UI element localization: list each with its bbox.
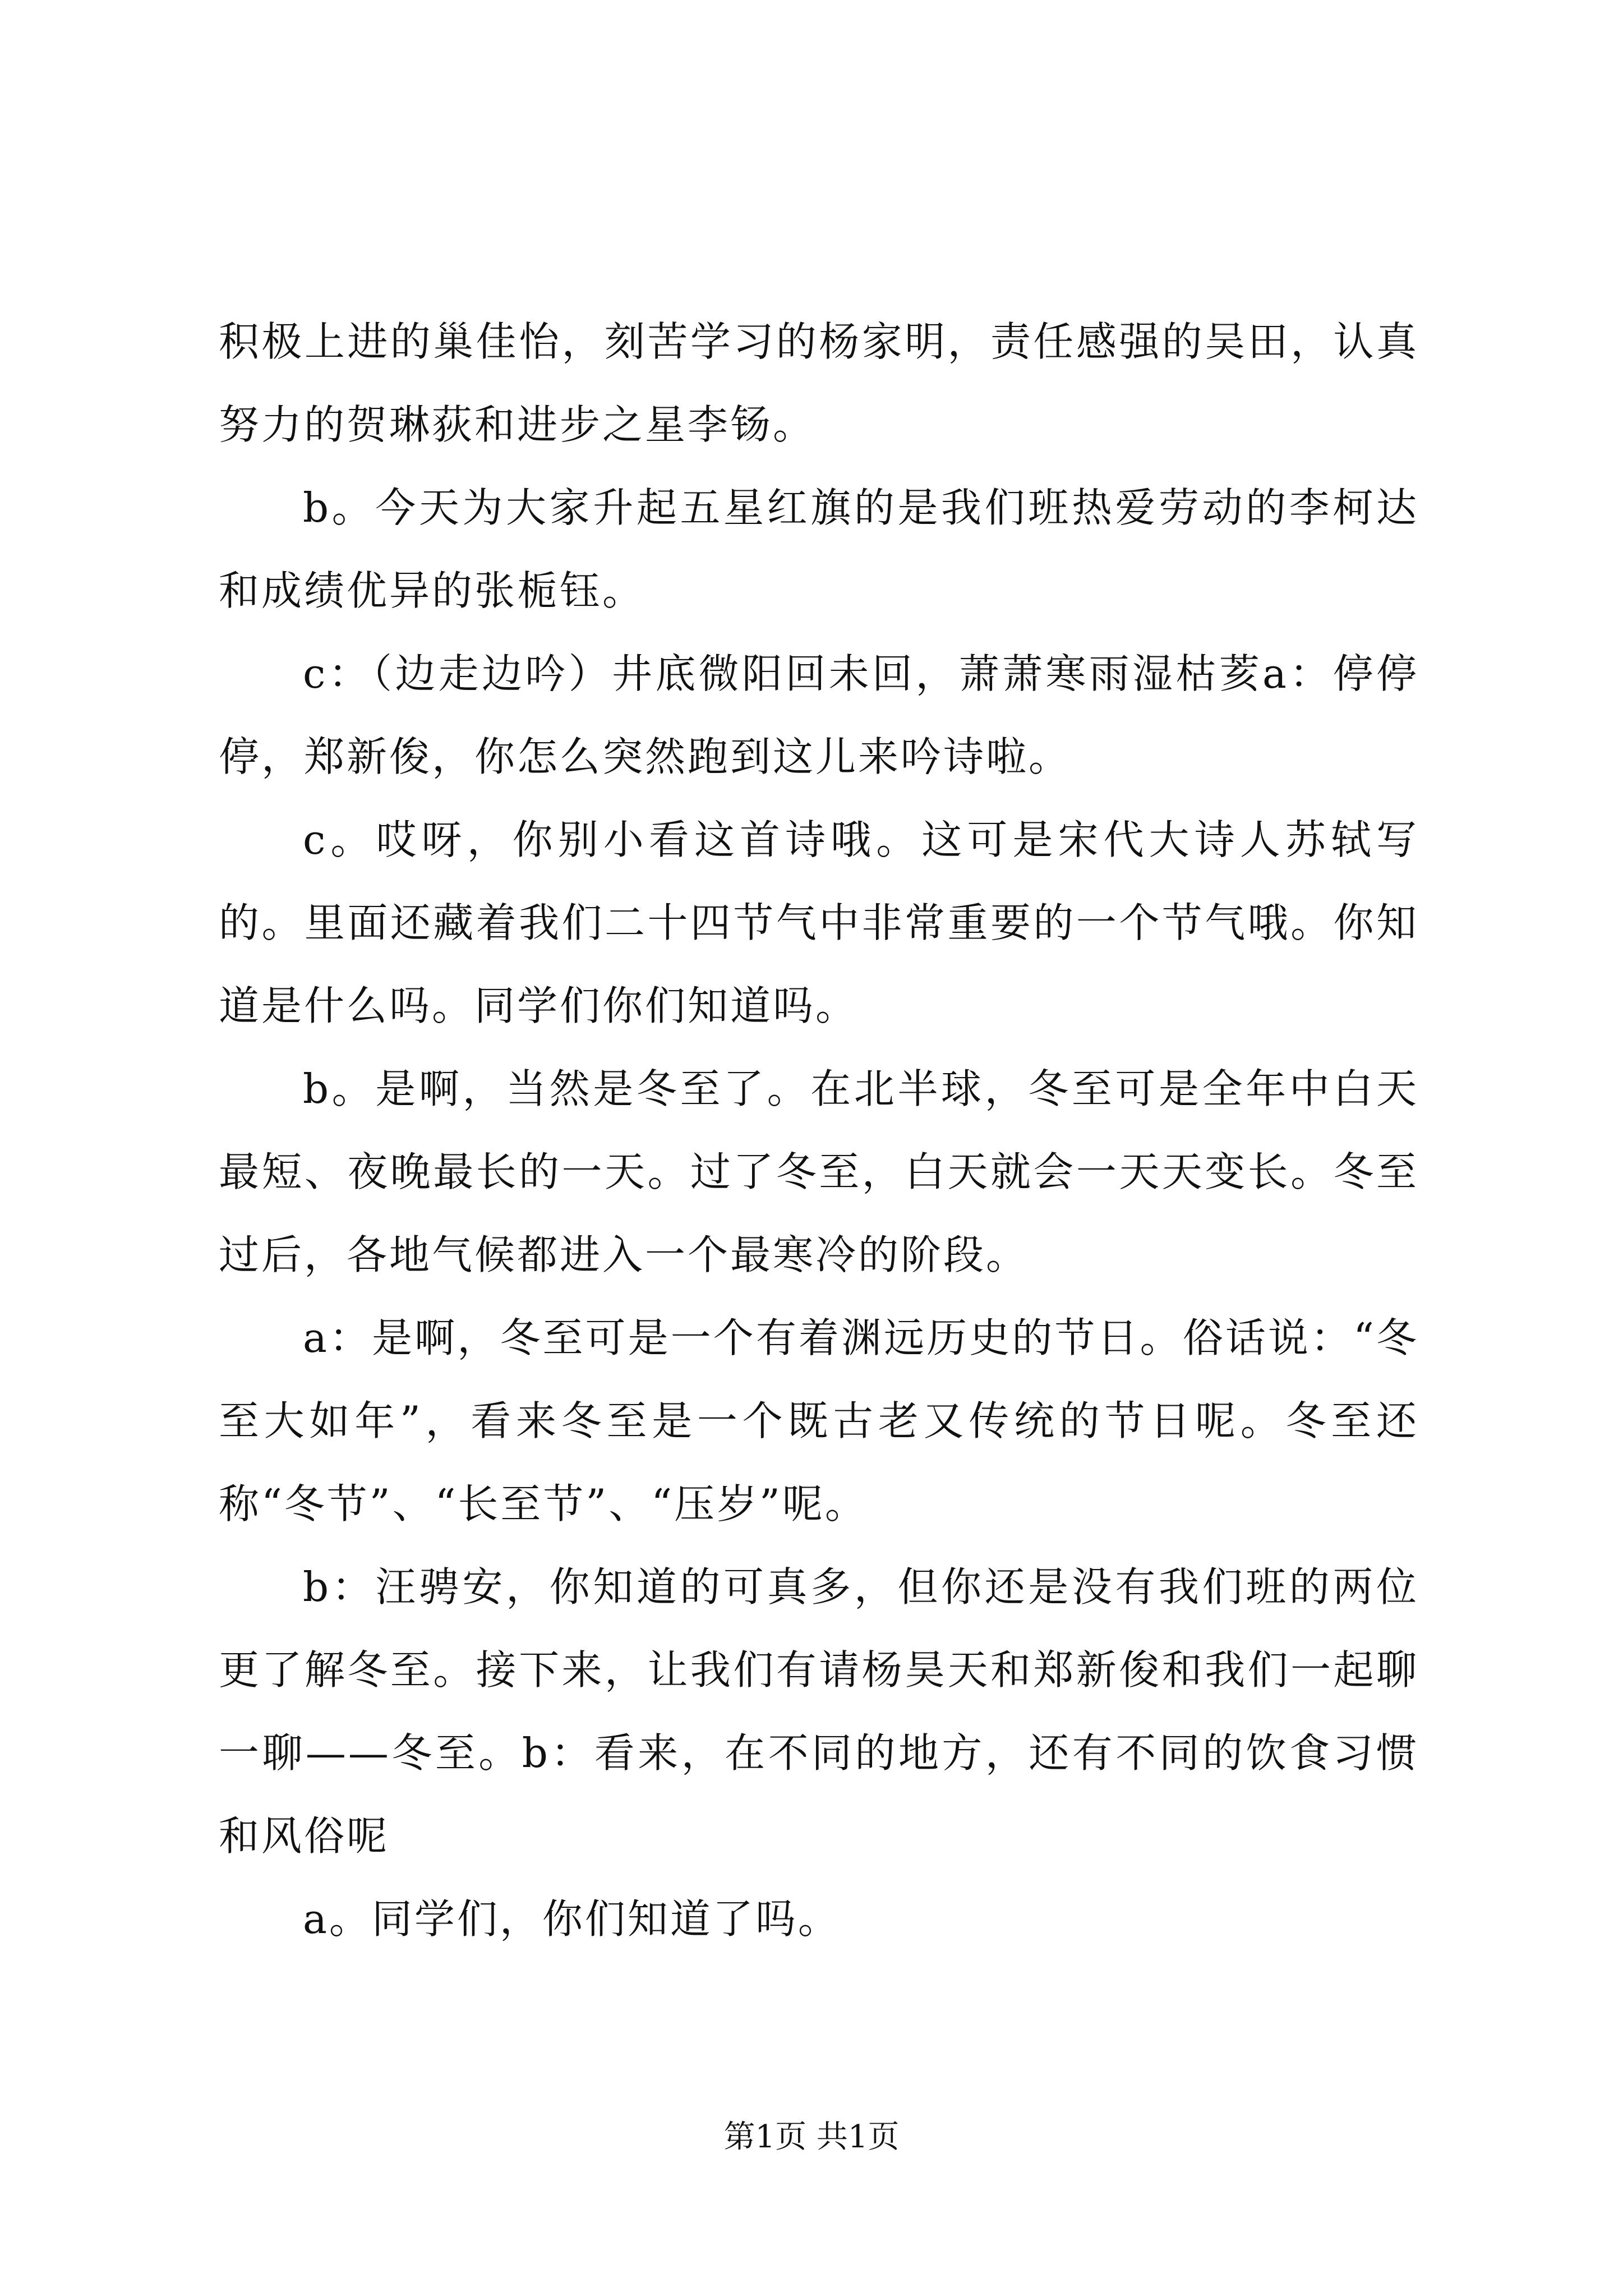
paragraph-continued: 积极上进的巢佳怡，刻苦学习的杨家明，责任感强的吴田，认真努力的贺琳荻和进步之星李钖。	[219, 318, 1419, 448]
paragraph: b。今天为大家升起五星红旗的是我们班热爱劳动的李柯达和成绩优异的张栀钰。	[219, 484, 1419, 614]
paragraph: c：（边走边吟）井底微阳回未回，萧萧寒雨湿枯荄a：停停停，郑新俊，你怎么突然跑到这儿来吟诗啦。	[219, 650, 1419, 780]
document-body	[219, 300, 1419, 1961]
paragraph: b：汪骋安，你知道的可真多，但你还是没有我们班的两位更了解冬至。接下来，让我们有请杨昊天和郑新俊和我们一起聊一聊——冬至。b：看来，在不同的地方，还有不同的饮食习惯和风俗呢	[219, 1563, 1419, 1860]
paragraph: b。是啊，当然是冬至了。在北半球，冬至可是全年中白天最短、夜晚最长的一天。过了冬至，白天就会一天天变长。冬至过后，各地气候都进入一个最寒冷的阶段。	[219, 1065, 1419, 1278]
paragraph: a：是啊，冬至可是一个有着渊远历史的节日。俗话说：“冬至大如年”，看来冬至是一个既古老又传统的节日呢。冬至还称“冬节”、“长至节”、“压岁”呢。	[219, 1314, 1419, 1527]
paragraph: c。哎呀，你别小看这首诗哦。这可是宋代大诗人苏轼写的。里面还藏着我们二十四节气中非常重要的一个节气哦。你知道是什么吗。同学们你们知道吗。	[219, 816, 1419, 1029]
paragraph: a。同学们，你们知道了吗。	[303, 1895, 841, 1943]
page-footer: 第1页 共1页	[723, 2119, 900, 2155]
